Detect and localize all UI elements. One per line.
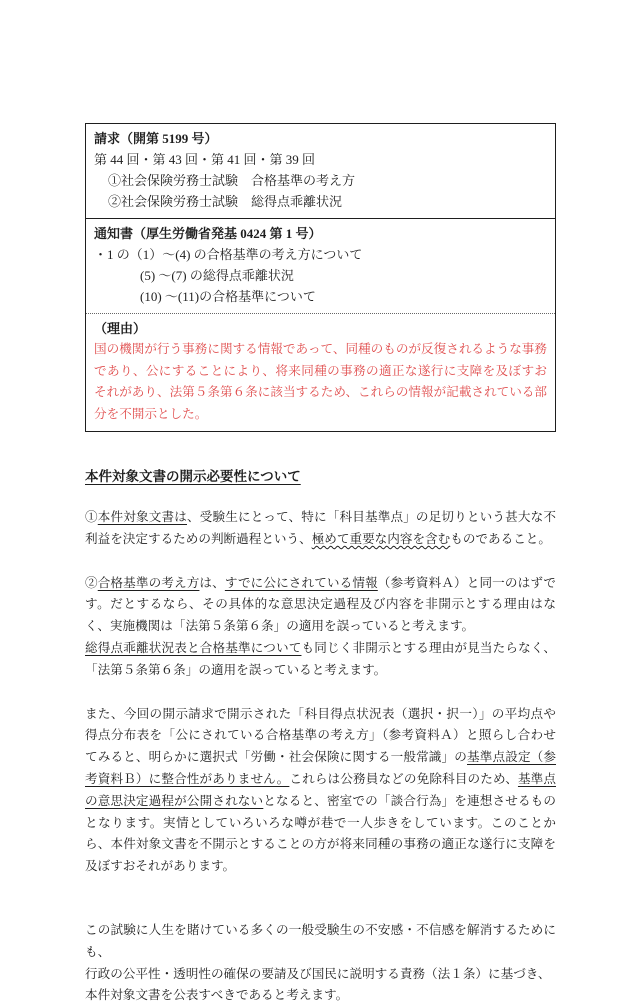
paragraph-2-line-2 (85, 638, 556, 682)
request-title: 請求（開第 5199 号） (94, 131, 218, 146)
underlined-text-criteria-setting: 基準点設定（参考資料Ｂ）に整合性がありません。 (85, 750, 557, 786)
paragraph-3 (85, 704, 556, 878)
paragraph-3-text-mid: これらは公務員などの免除科目のため、 (289, 771, 518, 786)
paragraph-3-text-end: となると、密室での「談合行為」を連想させるものとなります。実情としていろいろな噂が巷で一人歩きをしています。このことから、本件対象文書を不開示とすることの方が将来同種の事務の適正な遂行に支障を及ぼすおそれがあります。 (85, 793, 557, 874)
item-number-2: ② (85, 575, 98, 590)
paragraph-2-text-end: も同じく非開示とする理由が見当たらなく、「法第５条第６条」の適用を誤っていると考えます。 (85, 640, 557, 677)
document-content (85, 123, 556, 1007)
wavy-underlined-text-important-content: 極めて重要な内容を含む (311, 531, 451, 546)
paragraph-4-line-1: この試験に人生を賭けている多くの一般受験生の不安感・不信感を解消するためにも、 (85, 922, 557, 959)
paragraph-2-text: は、 (199, 575, 225, 590)
request-line-rounds: 第 44 回・第 43 回・第 41 回・第 39 回 (94, 152, 316, 167)
reason-text: 国の機関が行う事務に関する情報であって、同種のものが反復されるような事務であり、公にすることにより、将来同種の事務の適正な遂行に支障を及ぼすおそれがあり、法第５条第６条に該当するため、これらの情報が記載されている部分を不開示とした。 (94, 342, 547, 421)
request-line-item1: ①社会保険労務士試験 合格基準の考え方 (108, 173, 356, 188)
paragraph-4-line-3: 本件対象文書を公表すべきであると考えます。 (85, 988, 349, 1003)
item-number-1: ① (85, 510, 98, 524)
underlined-text-deviation-table: 総得点乖離状況表と合格基準について (85, 640, 302, 655)
section-heading: 本件対象文書の開示必要性について (85, 469, 301, 484)
reason-title: （理由） (94, 321, 147, 336)
disclosure-info-table (85, 123, 556, 432)
notice-line-3: (10) ～(11)の合格基準について (140, 289, 316, 304)
reason-section (86, 313, 555, 431)
request-line-item2: ②社会保険労務士試験 総得点乖離状況 (108, 194, 343, 209)
paragraph-1-text-end: ものであること。 (450, 531, 551, 546)
paragraph-2-text-mid: （参考資料Ａ）と同一のはずです。だとするなら、その具体的な意思決定過程及び内容を非開示とする理由はなく、実施機関は「法第５条第６条」の適用を誤っていると考えます。 (85, 575, 557, 634)
paragraph-3-text: また、今回の開示請求で開示された「科目得点状況表（選択・択一）」の平均点や得点分布表を「公にされている合格基準の考え方」（参考資料Ａ）と照らし合わせてみると、明らかに選択式「労働・社会保険に関する一般常識」の (85, 706, 556, 765)
notice-title: 通知書（厚生労働省発基 0424 第 1 号） (94, 226, 322, 241)
underlined-text-subject-docs: 本件対象文書は (97, 510, 187, 524)
underlined-text-decision-process: 基準点の意思決定過程が公開されない (85, 771, 556, 808)
request-section (86, 124, 555, 218)
paragraph-4 (85, 920, 556, 1007)
paragraph-4-line-2: 行政の公平性・透明性の確保の要請及び国民に説明する責務（法１条）に基づき、 (85, 966, 551, 981)
paragraph-2 (85, 573, 556, 682)
paragraph-1 (85, 507, 556, 551)
notice-section (86, 218, 555, 313)
underlined-text-pass-criteria: 合格基準の考え方 (97, 575, 200, 590)
notice-line-1: ・1 の（1）～(4) の合格基準の考え方について (94, 247, 363, 262)
paragraph-1-text: 、受験生にとって、特に「科目基準点」の足切りという甚大な不利益を決定するための判断過程という、 (85, 510, 557, 546)
underlined-text-public-info: すでに公にされている情報 (224, 575, 378, 590)
notice-line-2: (5) ～(7) の総得点乖離状況 (140, 268, 294, 283)
